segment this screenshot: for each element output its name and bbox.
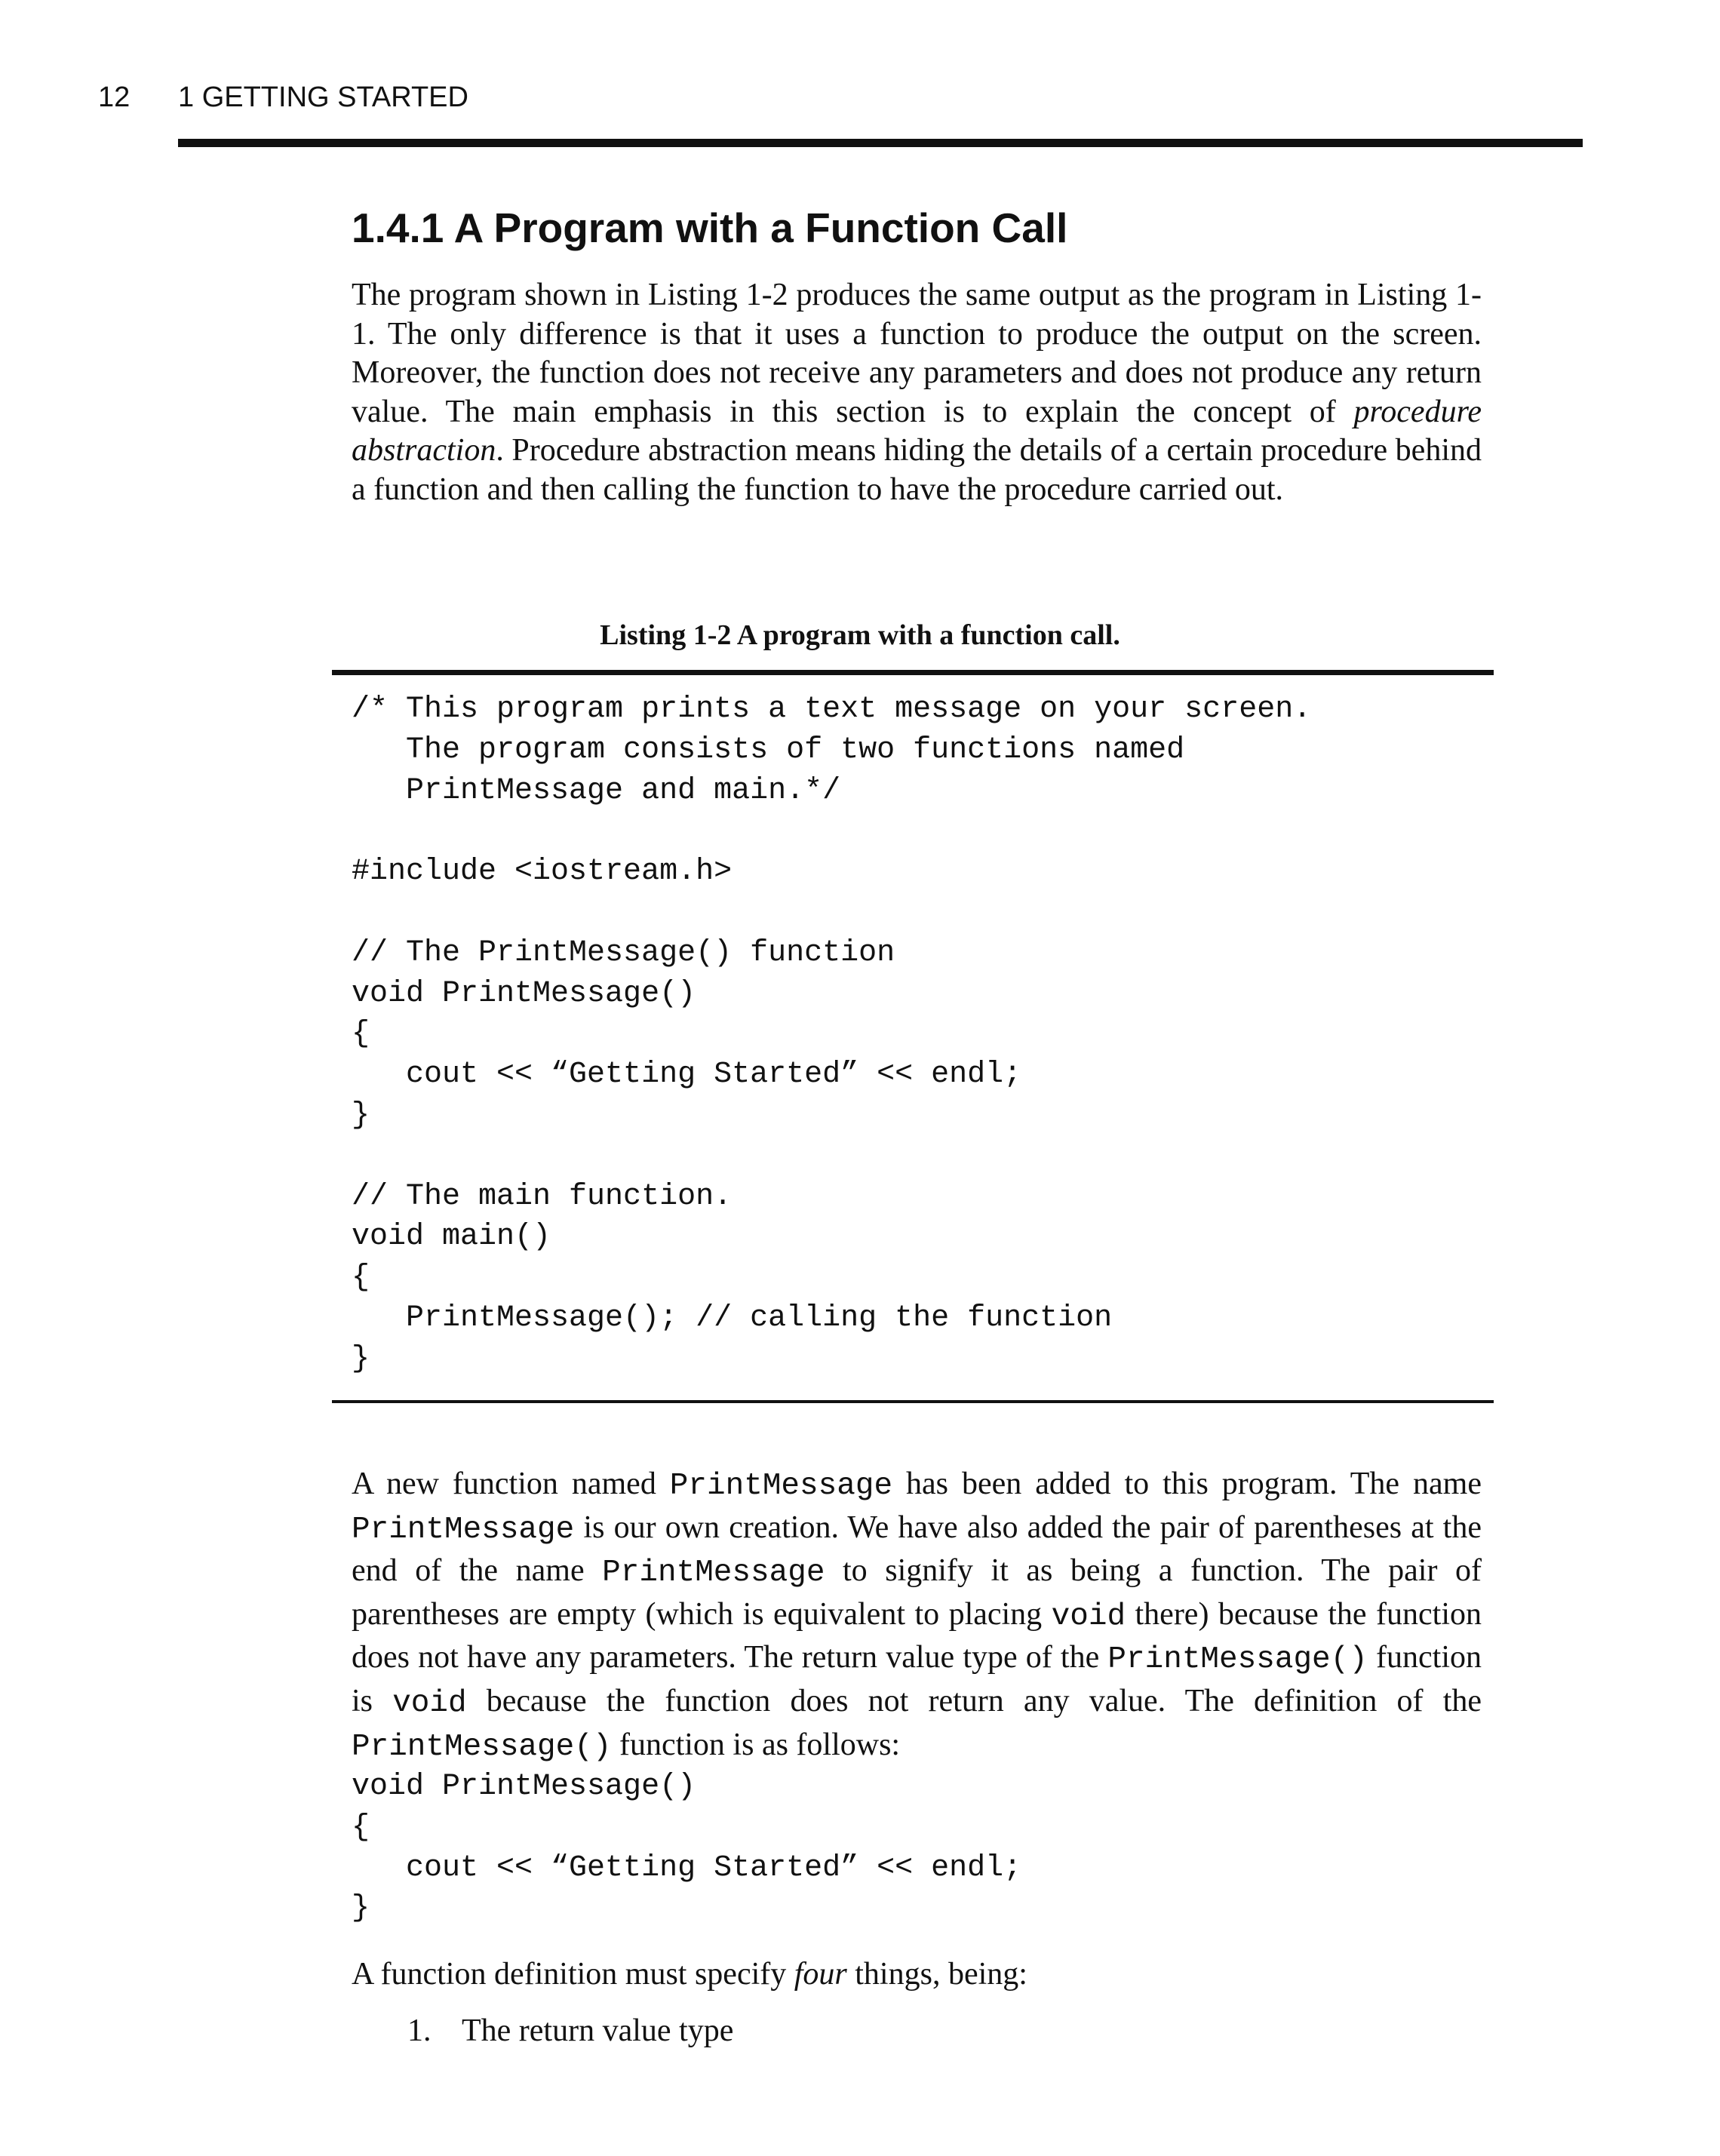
inline-code-4: void: [1051, 1599, 1126, 1634]
explanation-paragraph: [352, 1463, 1482, 1767]
inline-code-6: void: [392, 1685, 467, 1721]
explanation-text-3: is our own creation. We have also added the pair of parentheses at the end of the name: [352, 1510, 1482, 1589]
inline-code-5: PrintMessage(): [1107, 1642, 1368, 1678]
page-number: 12: [98, 81, 131, 113]
header-rule: [178, 139, 1583, 147]
requirements-text-2: things, being:: [846, 1957, 1027, 1992]
intro-text-1: The program shown in Listing 1-2 produces the same output as the program in Listing 1-1. The only difference is that it uses a function to produce the output on the screen. Moreover, the function does not receive any parameters and does not produce any return value. The main emphasis in this section is to explain the concept of: [352, 278, 1482, 429]
listing-rule-bottom: [332, 1400, 1494, 1403]
inline-code-2: PrintMessage: [352, 1512, 575, 1547]
explanation-text-8: function is as follows:: [611, 1727, 901, 1762]
intro-paragraph: [352, 276, 1482, 509]
running-head: [0, 81, 1720, 127]
inline-code-7: PrintMessage(): [352, 1729, 612, 1764]
intro-italic-term: procedure abstraction: [352, 394, 1482, 468]
list-item: [407, 2013, 733, 2049]
listing-caption: Listing 1-2 A program with a function call.: [600, 619, 1120, 651]
definition-code: void PrintMessage() { cout << “Getting Started” << endl; }: [352, 1770, 1022, 1926]
requirements-text-1: A function definition must specify: [352, 1957, 794, 1992]
explanation-text-4: to signify it as being a function. The pair of parentheses are empty (which is equivalent to placing: [352, 1553, 1482, 1632]
explanation-text-1: A new function named: [352, 1467, 670, 1501]
requirements-italic: four: [794, 1957, 847, 1992]
intro-text-2: . Procedure abstraction means hiding the details of a certain procedure behind a function and then calling the function to have the procedure carried out.: [352, 433, 1482, 507]
chapter-title: 1 GETTING STARTED: [178, 81, 468, 113]
explanation-text-6: function is: [352, 1640, 1482, 1718]
requirements-paragraph: [352, 1955, 1482, 1995]
list-item-number: 1.: [407, 2013, 432, 2048]
explanation-text-7: because the function does not return any value. The definition of the: [466, 1683, 1482, 1718]
inline-code-3: PrintMessage: [602, 1556, 825, 1591]
list-item-text: The return value type: [462, 2013, 734, 2048]
explanation-text-2: has been added to this program. The name: [892, 1467, 1482, 1501]
section-heading: 1.4.1 A Program with a Function Call: [352, 204, 1068, 251]
explanation-text-5: there) because the function does not have any parameters. The return value type of the: [352, 1596, 1482, 1675]
listing-rule-top: [332, 670, 1494, 675]
listing-code: /* This program prints a text message on your screen. The program consists of two functions named PrintMessage and main.*/ #include <iostream.h> // The PrintMessage() function void PrintMessage() { cout << “Getting Started” << endl; } // The main function. void main() { PrintMessage(); // calling the function }: [352, 693, 1312, 1376]
inline-code-1: PrintMessage: [669, 1469, 893, 1503]
